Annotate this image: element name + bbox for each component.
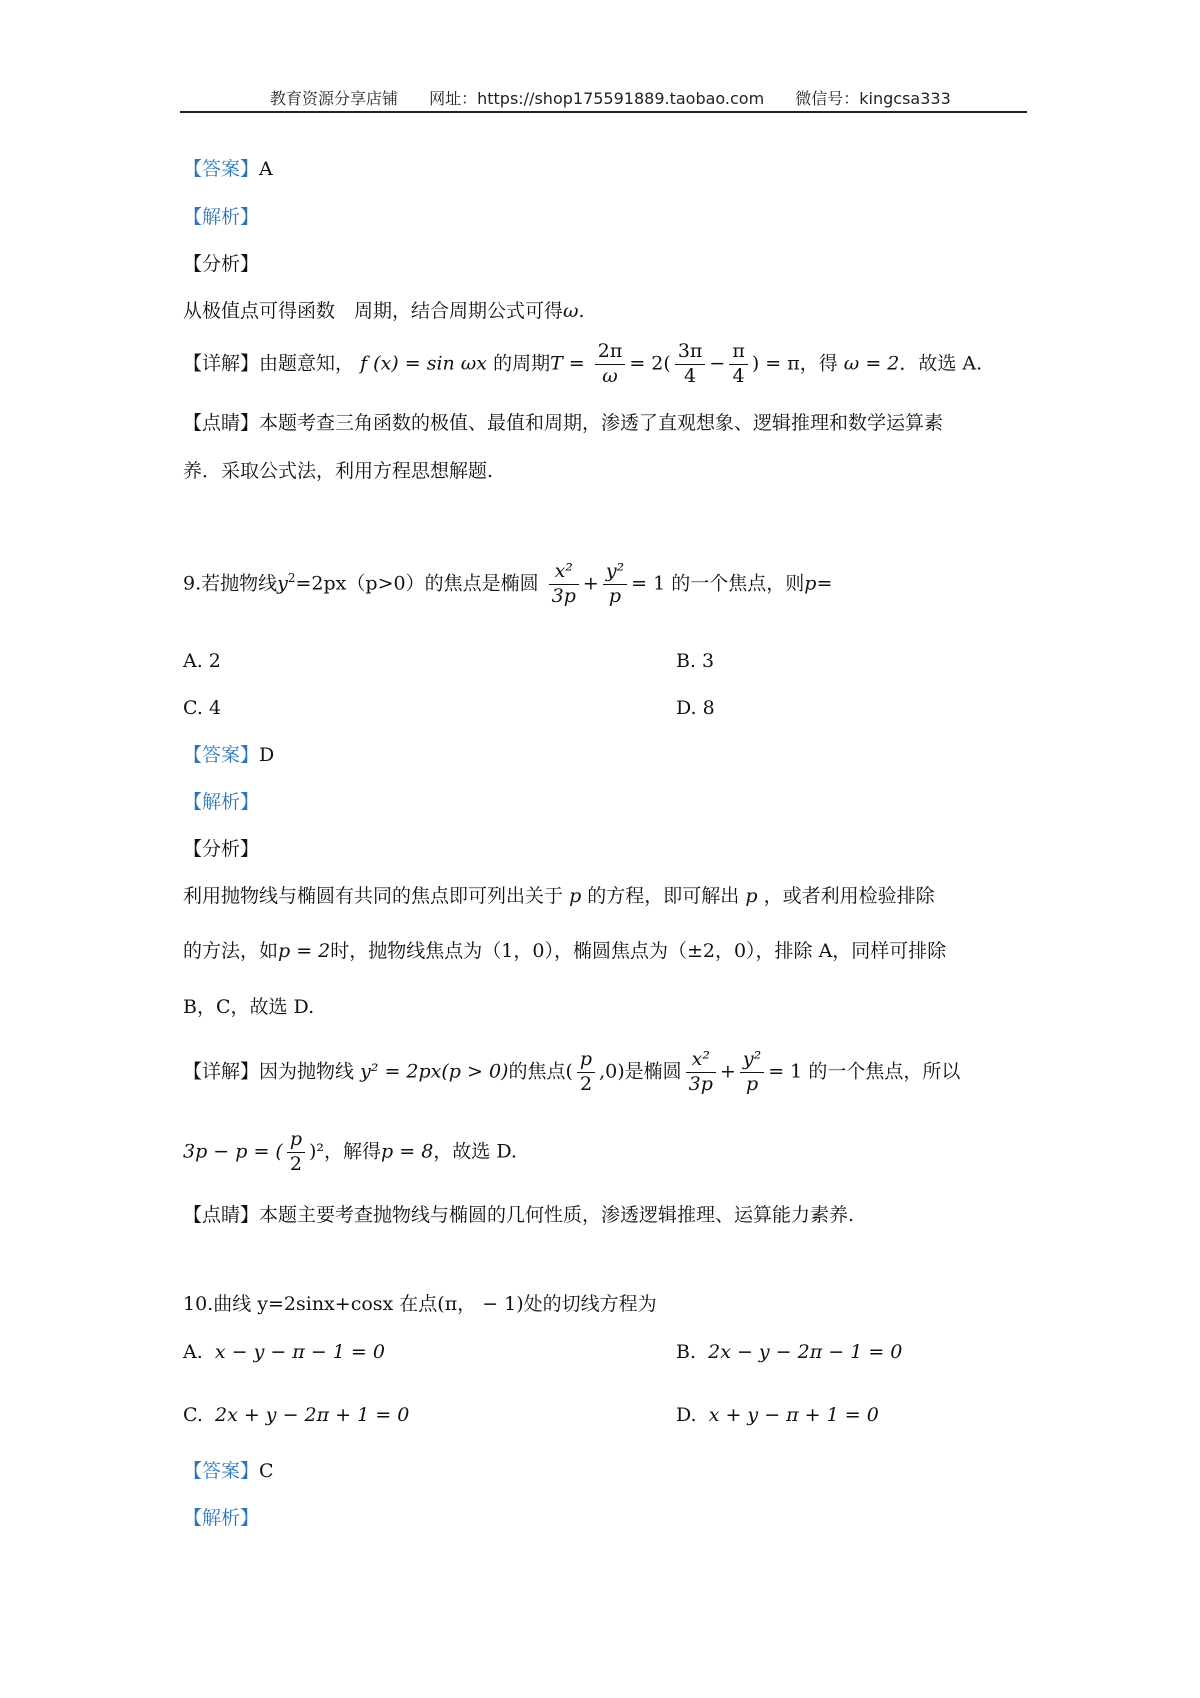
- denominator: ω: [602, 364, 618, 387]
- q10-stem: 10.曲线 y=2sinx+cosx 在点(π， − 1)处的切线方程为: [183, 1293, 657, 1315]
- answer-value: D: [259, 744, 275, 766]
- equation-part: )²: [309, 1140, 325, 1163]
- numerator: π: [729, 340, 748, 365]
- q8-analysis: [183, 300, 585, 323]
- analysis-text: ，或者利用检验排除: [763, 885, 935, 907]
- function-expr: f (x) = sin ωx: [360, 352, 488, 375]
- q10-answer: [183, 1460, 274, 1483]
- dianjing-tag: 【点睛】: [183, 1204, 260, 1226]
- detail-text: ，故选 D.: [433, 1140, 517, 1163]
- fenxi-tag: 【分析】: [183, 253, 260, 275]
- fraction: [549, 560, 579, 609]
- dianjing-text: 本题主要考查抛物线与椭圆的几何性质，渗透逻辑推理、运算能力素养.: [259, 1204, 855, 1226]
- detail-text: 的焦点: [508, 1060, 566, 1083]
- detail-text: 因为抛物线: [259, 1060, 355, 1083]
- option-equation: 2x + y − 2π + 1 = 0: [215, 1404, 410, 1426]
- fenxi-tag: 【分析】: [183, 838, 260, 860]
- q9-jiexi: [183, 791, 259, 814]
- jiexi-tag: 【解析】: [183, 791, 260, 813]
- q10-option-a: [183, 1341, 385, 1364]
- q8-dianjing: [183, 412, 943, 435]
- fraction: [675, 340, 706, 389]
- denominator: 4: [732, 364, 745, 387]
- answer-value: C: [259, 1460, 274, 1482]
- detail-text: 是椭圆: [624, 1060, 682, 1083]
- detail-text: ，得: [799, 352, 838, 375]
- detail-text: 的一个焦点，所以: [808, 1060, 961, 1083]
- denominator: 3p: [551, 584, 576, 607]
- q9-analysis-3: [183, 996, 314, 1019]
- equation-part: = 2(: [629, 352, 671, 375]
- period-symbol: T =: [550, 352, 585, 375]
- square-exponent: 2: [287, 570, 296, 585]
- fraction: [287, 1128, 305, 1177]
- p-symbol: p=: [804, 572, 833, 595]
- dianjing-text: 本题考查三角函数的极值、最值和周期，渗透了直观想象、逻辑推理和数学运算素: [259, 412, 944, 434]
- plus-sign: +: [582, 572, 599, 595]
- detail-tag: 【详解】: [183, 1060, 260, 1083]
- numerator: x²: [549, 560, 579, 585]
- option-label: D.: [676, 1404, 697, 1426]
- answer-tag: 【答案】: [183, 158, 260, 180]
- analysis-text: 的方程，即可解出: [587, 885, 740, 907]
- fraction: [595, 340, 626, 389]
- numerator: p: [287, 1128, 305, 1153]
- q10-option-b: [676, 1341, 902, 1363]
- numerator: y²: [740, 1048, 764, 1073]
- stem-text: 的一个焦点，则: [671, 572, 805, 595]
- equation-part: = 1: [631, 572, 666, 595]
- q9-detail: [183, 1048, 960, 1097]
- q9-analysis-1: [183, 885, 935, 908]
- detail-choice: ．故选 A.: [899, 352, 983, 375]
- equation-part: = 1: [768, 1060, 803, 1083]
- q9-dianjing: [183, 1204, 854, 1227]
- option-equation: 2x − y − 2π − 1 = 0: [708, 1341, 903, 1363]
- q9-option-a: A. 2: [183, 650, 221, 672]
- answer-value: A: [259, 158, 273, 180]
- fraction: [729, 340, 748, 389]
- q10-jiexi: [183, 1507, 259, 1530]
- jiexi-tag: 【解析】: [183, 1507, 260, 1529]
- denominator: 2: [289, 1152, 302, 1175]
- p-symbol: p: [569, 885, 582, 907]
- shop-name: 教育资源分享店铺: [270, 89, 399, 108]
- q8-jiexi: [183, 206, 259, 229]
- dianjing-text: 养．采取公式法，利用方程思想解题.: [183, 460, 494, 482]
- q9-option-c: C. 4: [183, 697, 222, 719]
- option-equation: x + y − π + 1 = 0: [708, 1404, 879, 1426]
- numerator: y²: [603, 560, 627, 585]
- numerator: 3π: [675, 340, 706, 365]
- analysis-text: 从极值点可得函数 周期，结合周期公式可得: [183, 300, 564, 322]
- numerator: 2π: [595, 340, 626, 365]
- q9-analysis-2: [183, 940, 946, 963]
- equation-part: ) = π: [751, 352, 800, 375]
- shop-url[interactable]: 网址：https://shop175591889.taobao.com: [429, 89, 765, 108]
- q10-option-d: [676, 1404, 879, 1426]
- omega-result: ω = 2: [843, 352, 900, 375]
- q9-answer: [183, 744, 274, 767]
- q9-option-d: D. 8: [676, 697, 715, 719]
- detail-text: 的周期: [493, 352, 551, 375]
- analysis-text: B，C，故选 D.: [183, 996, 315, 1018]
- page-header: [270, 86, 977, 109]
- q9-detail-2: [183, 1128, 517, 1177]
- q9-option-b: B. 3: [676, 650, 715, 672]
- analysis-text: 的方法，如: [183, 940, 279, 962]
- fraction: [740, 1048, 764, 1097]
- analysis-text: 利用抛物线与椭圆有共同的焦点即可列出关于: [183, 885, 564, 907]
- stem-text: 9.若抛物线: [183, 572, 278, 595]
- denominator: p: [608, 584, 622, 607]
- omega-symbol: ω: [563, 300, 579, 322]
- p-symbol: p: [745, 885, 758, 907]
- wechat-id: 微信号：kingcsa333: [795, 89, 951, 108]
- p-equation: p = 2: [278, 940, 331, 962]
- y-symbol: y: [277, 572, 288, 595]
- jiexi-tag: 【解析】: [183, 206, 260, 228]
- numerator: p: [577, 1048, 595, 1073]
- q8-answer: [183, 158, 273, 181]
- header-rule: [180, 111, 1027, 113]
- q8-fenxi: [183, 253, 259, 276]
- q8-detail: [183, 340, 982, 389]
- option-equation: x − y − π − 1 = 0: [214, 1341, 385, 1363]
- dianjing-tag: 【点睛】: [183, 412, 260, 434]
- option-label: A.: [183, 1341, 203, 1363]
- answer-tag: 【答案】: [183, 1460, 260, 1482]
- period: .: [578, 300, 585, 322]
- fraction: [603, 560, 627, 609]
- analysis-text: 时，抛物线焦点为（1，0），椭圆焦点为（±2，0），排除 A，同样可排除: [330, 940, 947, 962]
- q9-stem: [183, 560, 832, 609]
- q9-fenxi: [183, 838, 259, 861]
- equation-part: 3p − p = (: [183, 1140, 283, 1163]
- numerator: x²: [686, 1048, 716, 1073]
- p-result: p = 8: [381, 1140, 434, 1163]
- option-label: B.: [676, 1341, 697, 1363]
- fraction: [686, 1048, 716, 1097]
- detail-text: 由题意知，: [259, 352, 355, 375]
- detail-tag: 【详解】: [183, 352, 260, 375]
- minus-sign: −: [709, 352, 726, 375]
- q10-option-c: [183, 1404, 409, 1427]
- parabola-equation: y² = 2px(p > 0): [360, 1060, 509, 1083]
- plus-sign: +: [719, 1060, 736, 1083]
- option-label: C.: [183, 1404, 203, 1426]
- q8-dianjing-cont: [183, 460, 493, 483]
- answer-tag: 【答案】: [183, 744, 260, 766]
- detail-text: ，解得: [324, 1140, 382, 1163]
- fraction: [577, 1048, 595, 1097]
- denominator: 2: [579, 1072, 593, 1095]
- denominator: 3p: [688, 1072, 713, 1095]
- stem-text: =2px（p>0）的焦点是椭圆: [295, 572, 539, 595]
- denominator: 4: [684, 364, 697, 387]
- paren: ,0): [599, 1060, 625, 1083]
- paren: (: [565, 1060, 573, 1083]
- denominator: p: [745, 1072, 759, 1095]
